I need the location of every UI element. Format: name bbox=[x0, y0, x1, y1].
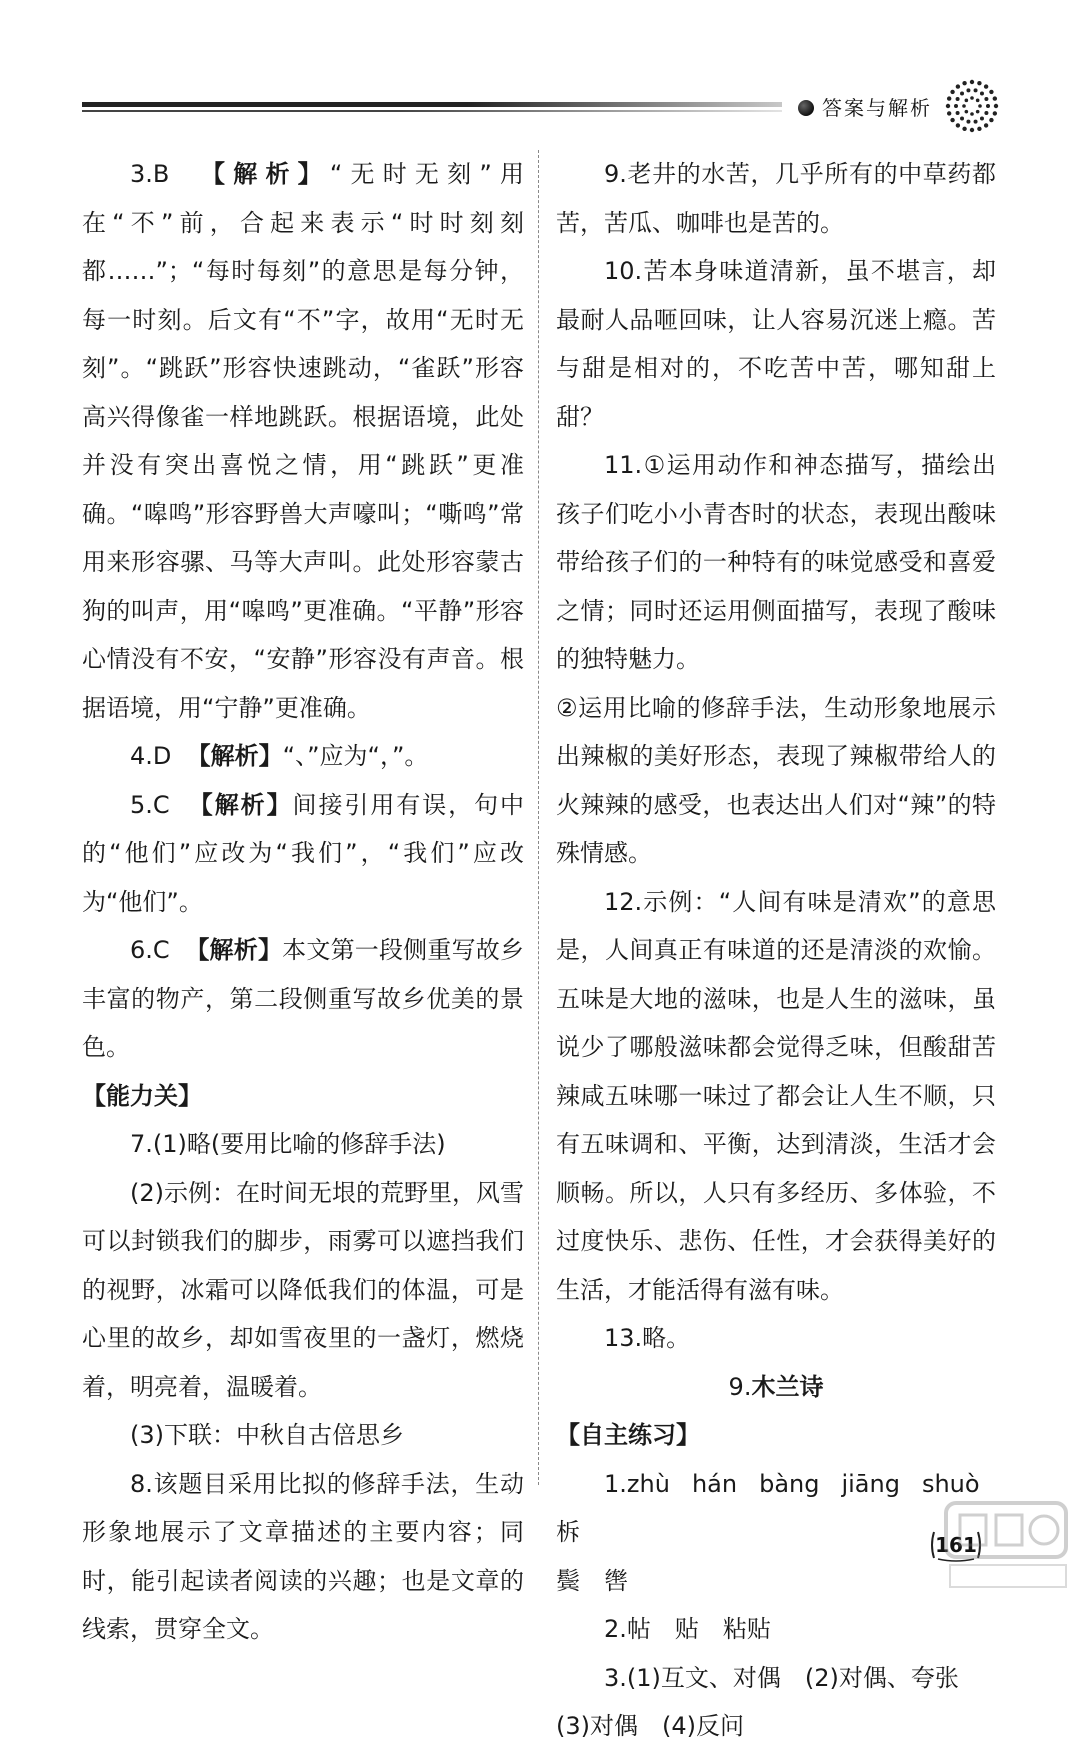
pinyin-tail: 柝 bbox=[556, 1518, 580, 1546]
answer-paragraph: 3.(1)互文、对偶 (2)对偶、夸张 bbox=[604, 1663, 959, 1692]
answer-paragraph bbox=[82, 926, 524, 1072]
left-column bbox=[82, 150, 524, 1654]
answer-paragraph bbox=[82, 732, 524, 781]
analysis-tag: 【解析】 bbox=[201, 160, 330, 188]
right-column bbox=[556, 150, 996, 1751]
pinyin-item: jiāng bbox=[841, 1469, 900, 1498]
dotted-circle-icon bbox=[944, 78, 1000, 134]
lesson-title bbox=[556, 1363, 996, 1412]
answer-text: “、”应为“，”。 bbox=[282, 742, 429, 770]
answer-number: 4.D bbox=[130, 742, 172, 770]
answer-paragraph: 9.老井的水苦，几乎所有的中草药都苦，苦瓜、咖啡也是苦的。 bbox=[556, 160, 996, 237]
analysis-tag: 【解析】 bbox=[188, 790, 293, 819]
answer-number: 3.B bbox=[130, 160, 170, 188]
answer-paragraph: ②运用比喻的修辞手法，生动形象地展示出辣椒的美好形态，表现了辣椒带给人的火辣辣的感受，也表达出人们对“辣”的特殊情感。 bbox=[556, 693, 996, 867]
answer-paragraph: (2)示例：在时间无垠的荒野里，风雪可以封锁我们的脚步，雨雾可以遮挡我们的视野，冰霜可以降低我们的体温，可是心里的故乡，却如雪夜里的一盏灯，燃烧着，明亮着，温暖着。 bbox=[82, 1178, 524, 1401]
pinyin-item: bàng bbox=[759, 1469, 820, 1498]
page-header bbox=[0, 0, 1079, 150]
pinyin-item: zhù bbox=[626, 1469, 670, 1498]
header-bullet-icon bbox=[798, 100, 814, 116]
answer-text: 本文第一段侧重写故乡丰富的物产，第二段侧重写故乡优美的景色。 bbox=[82, 936, 525, 1061]
answer-text: 间接引用有误，句中的“他们”应改为“我们”，“我们”应改为“他们”。 bbox=[82, 790, 525, 916]
answer-paragraph: (3)对偶 (4)反问 bbox=[556, 1712, 744, 1740]
header-rule-thick bbox=[82, 102, 782, 107]
answer-paragraph: 13.略。 bbox=[604, 1324, 691, 1352]
answer-paragraph bbox=[82, 781, 524, 927]
section-heading: 【能力关】 bbox=[82, 1081, 202, 1110]
answer-paragraph: 11.①运用动作和神态描写，描绘出孩子们吃小小青杏时的状态，表现出酸味带给孩子们的一种特有的味觉感受和喜爱之情；同时还运用侧面描写，表现了酸味的独特魅力。 bbox=[556, 451, 996, 673]
analysis-tag: 【解析】 bbox=[185, 936, 283, 964]
answer-paragraph: 12.示例：“人间有味是清欢”的意思是，人间真正有味道的还是清淡的欢愉。五味是大地的滋味，也是人生的滋味，虽说少了哪般滋味都会觉得乏味，但酸甜苦辣咸五味哪一味过了都会让人生不顺，只有五味调和、平衡，达到清淡，生活才会顺畅。所以，人只有多经历、多体验，不过度快乐、悲伤、任性，才会获得美好的生活，才能活得有滋有味。 bbox=[556, 887, 996, 1304]
section-heading: 【自主练习】 bbox=[556, 1421, 700, 1449]
header-rule-thin bbox=[82, 110, 782, 112]
answer-number: 1. bbox=[604, 1469, 627, 1498]
lesson-number: 9. bbox=[728, 1372, 752, 1401]
answer-paragraph bbox=[82, 150, 524, 732]
answer-number: 6.C bbox=[130, 936, 170, 964]
analysis-tag: 【解析】 bbox=[186, 742, 283, 770]
answer-number: 5.C bbox=[130, 790, 170, 819]
lesson-name: 木兰诗 bbox=[751, 1372, 824, 1401]
pinyin-item: hán bbox=[691, 1469, 738, 1498]
watermark-logo-icon bbox=[940, 1495, 1075, 1595]
answer-paragraph: (3)下联：中秋自古倍思乡 bbox=[130, 1421, 404, 1449]
answer-paragraph: 7.(1)略(要用比喻的修辞手法) bbox=[130, 1130, 446, 1158]
answer-paragraph: 鬓 辔 bbox=[556, 1566, 628, 1595]
answer-paragraph: 8.该题目采用比拟的修辞手法，生动形象地展示了文章描述的主要内容；同时，能引起读者阅读的兴趣；也是文章的线索，贯穿全文。 bbox=[82, 1469, 524, 1643]
page-number-text: 161 bbox=[935, 1533, 977, 1557]
answer-paragraph: 2.帖 贴 粘贴 bbox=[604, 1615, 771, 1643]
header-title: 答案与解析 bbox=[822, 96, 932, 120]
pinyin-item: shuò bbox=[921, 1469, 980, 1498]
answer-paragraph: 10.苦本身味道清新，虽不堪言，却最耐人品咂回味，让人容易沉迷上瘾。苦与甜是相对的，不吃苦中苦，哪知甜上甜？ bbox=[556, 257, 996, 431]
answer-text: “无时无刻”用在“不”前，合起来表示“时时刻刻都……”；“每时每刻”的意思是每分钟，每一时刻。后文有“不”字，故用“无时无刻”。“跳跃”形容快速跳动，“雀跃”形容高兴得像雀一样地跳跃。根据语境，此处并没有突出喜悦之情，用“跳跃”更准确。“嗥鸣”形容野兽大声嚎叫；“嘶鸣”常用来形容骡、马等大声叫。此处形容蒙古狗的叫声，用“嗥鸣”更准确。“平静”形容心情没有不安，“安静”形容没有声音。根据语境，用“宁静”更准确。 bbox=[82, 160, 524, 722]
column-divider bbox=[538, 150, 539, 1485]
